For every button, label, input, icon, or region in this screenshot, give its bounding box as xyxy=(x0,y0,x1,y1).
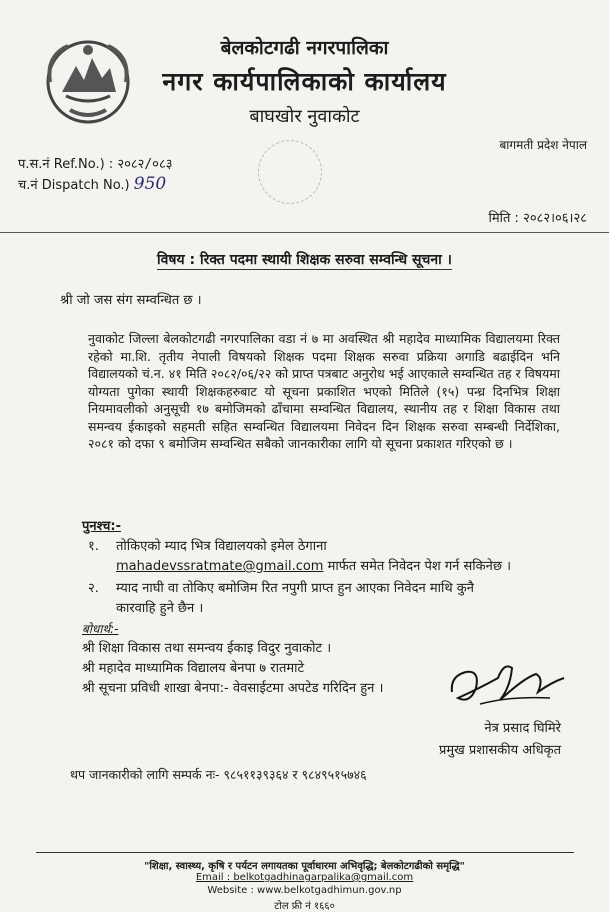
school-email[interactable]: mahadevssratmate@gmail.com xyxy=(116,559,324,574)
contact-info: थप जानकारीको लागि सम्पर्क नः- ९८५११३९३६४ र ९८४९५१५७४६ xyxy=(70,767,367,782)
ref-value: २०८२/०८३ xyxy=(117,157,173,172)
date: मिति : २०८२।०६।२८ xyxy=(488,211,587,226)
footer-email[interactable]: Email : belkotgadhinagarpalika@gmail.com xyxy=(195,872,414,883)
footer-divider xyxy=(36,852,574,853)
copy-to-item: श्री महादेव माध्यामिक विद्यालय बेनपा ७ रातमाटे xyxy=(82,661,305,676)
handwritten-signature xyxy=(440,648,570,718)
postscript-item-2-continued: कारवाहि हुने छैन । xyxy=(116,601,204,616)
greeting: श्री जो जस संग सम्वन्धित छ । xyxy=(60,293,202,308)
office-address: बाघखोर नुवाकोट xyxy=(249,106,360,127)
dispatch-value: 950 xyxy=(133,174,167,194)
dispatch-label: च.नं Dispatch No.) xyxy=(18,178,130,193)
subject-text: विषय : रिक्त पदमा स्थायी शिक्षक सरुवा सम्वन्धि सूचना । xyxy=(157,252,452,268)
subject-line xyxy=(0,250,609,269)
copy-to-item: श्री सूचना प्रविधी शाखा बेनपा:- वेवसाईटमा अपटेड गरिदिन हुन । xyxy=(82,681,384,696)
email-line xyxy=(116,556,511,574)
footer-website[interactable]: Website : www.belkotgadhimun.gov.np xyxy=(207,885,402,896)
copy-to-heading: बोधार्थ:- xyxy=(82,622,119,636)
dispatch-number xyxy=(18,174,166,194)
signatory-title: प्रमुख प्रशासकीय अधिकृत xyxy=(438,743,561,758)
divider xyxy=(0,232,609,233)
faint-stamp xyxy=(247,129,332,214)
item-number: १. xyxy=(88,539,99,554)
postscript-item-2 xyxy=(88,578,474,596)
footer-tollfree: टोल फ्री नं १६६० xyxy=(274,901,335,912)
reference-number xyxy=(18,154,172,172)
item-text: म्याद नाघी वा तोकिए बमोजिम रित नपुगी प्राप्त हुन आएका निवेदन माथि कुनै xyxy=(116,581,474,596)
municipality-name: बेलकोटगढी नगरपालिका xyxy=(220,37,389,59)
copy-to-item: श्री शिक्षा विकास तथा समन्वय ईकाइ विदुर नुवाकोट । xyxy=(82,641,332,656)
signatory-name: नेत्र प्रसाद घिमिरे xyxy=(484,721,561,736)
ref-label: प.स.नं Ref.No.) : xyxy=(18,157,114,172)
email-suffix: मार्फत समेत निवेदन पेश गर्न सकिनेछ । xyxy=(327,559,512,574)
office-name: नगर कार्यपालिकाको कार्यालय xyxy=(162,67,447,96)
item-text: तोकिएको म्याद भित्र विद्यालयको इमेल ठेगाना xyxy=(116,539,327,554)
postscript-item-1 xyxy=(88,536,327,554)
item-number: २. xyxy=(88,581,99,596)
footer-slogan: "शिक्षा, स्वास्थ्य, कृषि र पर्यटन लगायतका पूर्वाधारमा अभिवृद्धि; बेलकोटगढीको समृद्धि" xyxy=(144,861,465,872)
notice-body: नुवाकोट जिल्ला बेलकोटगढी नगरपालिका वडा नं ७ मा अवस्थित श्री महादेव माध्यामिक विद्यालयमा रिक्त रहेको मा.शि. तृतीय नेपाली विषयको शिक्षक पदमा शिक्षक सरुवा प्रक्रिया अगाडि बढाईदिन भनि विद्यालयको चं.न. ४१ मिति २०८२/०६/२२ को प्राप्त पत्रबाट अनुरोध भई आएकाले सम्वन्धित तह र विषयमा योग्यता पुगेका स्थायी शिक्षकहरुबाट यो सूचना प्रकाशित भएको मितिले (१५) पन्ध्र दिनभित्र शिक्षा नियमावलीको अनुसूची १७ बमोजिमको ढाँचामा सम्वन्धित विद्यालय, स्थानीय तह र शिक्षा विकास तथा समन्वय ईकाइको सहमती सहित सम्वन्धित विद्यालयमा निवेदन दिन शिक्षक सरुवा सम्बन्धी निर्देशिका, २०८१ को दफा ९ बमोजिम सम्वन्धित सबैको जानकारीका लागि यो सूचना प्रकाशत गरिएको छ । xyxy=(88,331,560,451)
province-label: बागमती प्रदेश नेपाल xyxy=(499,138,587,152)
postscript-heading: पुनश्च:- xyxy=(82,519,121,534)
